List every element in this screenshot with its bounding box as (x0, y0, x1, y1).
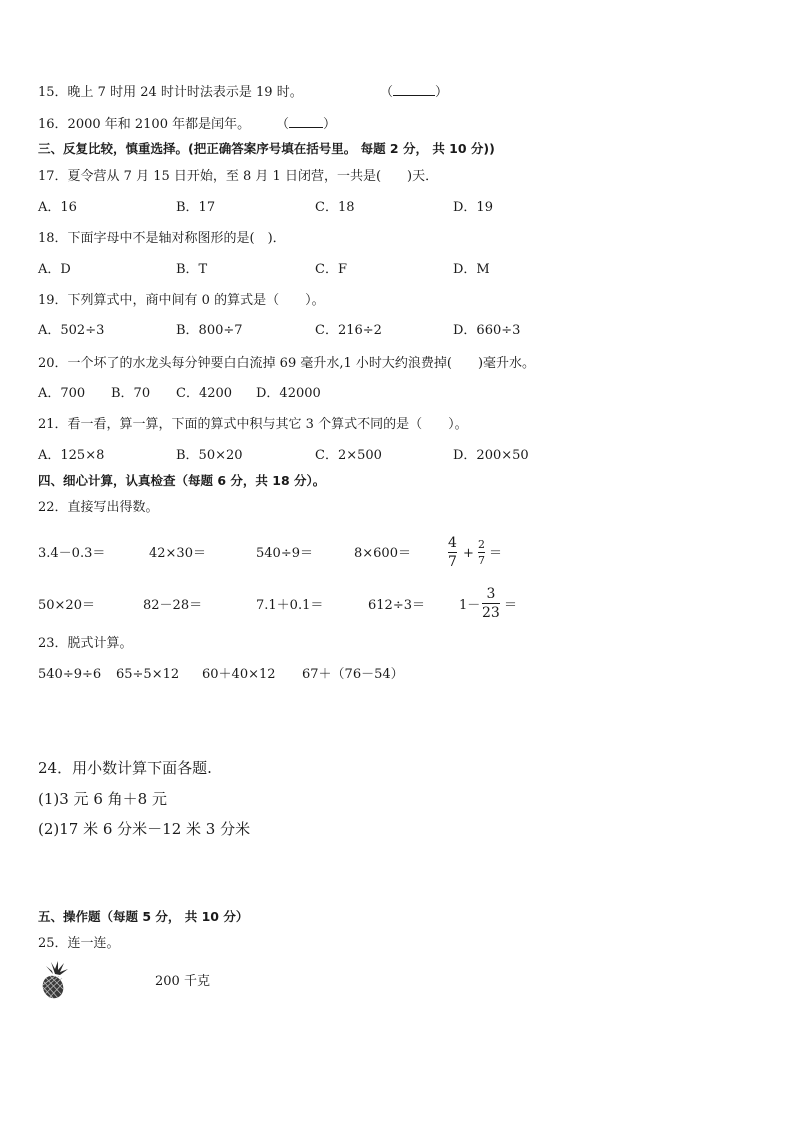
blank-line (393, 95, 435, 96)
calc-item: 540÷9÷6 (38, 667, 102, 682)
q24-item-1: (1)3 元 6 角＋8 元 (38, 790, 167, 808)
calc-item: 42×30＝ (149, 546, 206, 561)
q17-option-b[interactable]: B．17 (176, 200, 216, 215)
q19-option-d[interactable]: D．660÷3 (453, 323, 521, 338)
q17-option-a[interactable]: A．16 (38, 200, 77, 215)
question-22-text: 22．直接写出得数。 (38, 500, 159, 515)
question-15 (38, 86, 303, 99)
fraction-bar (448, 552, 457, 553)
question-19-text: 19．下列算式中，商中间有 0 的算式是（ ）。 (38, 293, 325, 308)
blank-line (289, 127, 323, 128)
q20-option-d[interactable]: D．42000 (256, 386, 321, 401)
weight-label[interactable]: 200 千克 (155, 974, 210, 989)
q18-option-a[interactable]: A．D (38, 262, 71, 277)
equals-sign: ＝ (489, 546, 503, 561)
q21-option-b[interactable]: B．50×20 (176, 448, 243, 463)
q18-option-d[interactable]: D．M (453, 262, 490, 277)
denominator: 23 (482, 605, 500, 621)
q24-item-2: (2)17 米 6 分米－12 米 3 分米 (38, 820, 251, 838)
question-24-text: 24．用小数计算下面各题. (38, 759, 212, 777)
calc-item: 8×600＝ (354, 546, 411, 561)
question-20-text: 20．一个坏了的水龙头每分钟要白白流掉 69 毫升水,1 小时大约浪费掉( )毫升水。 (38, 356, 536, 371)
numerator: 2 (478, 538, 485, 551)
q20-option-b[interactable]: B．70 (111, 386, 151, 401)
calc-item: 50×20＝ (38, 598, 95, 613)
denominator: 7 (478, 554, 485, 567)
calc-item: 540÷9＝ (256, 546, 313, 561)
question-15-text: 15．晚上 7 时用 24 时计时法表示是 19 时。 (38, 85, 303, 100)
section-5-title: 五、操作题（每题 5 分， 共 10 分） (38, 909, 249, 924)
q19-option-a[interactable]: A．502÷3 (38, 323, 105, 338)
q21-option-a[interactable]: A．125×8 (38, 448, 105, 463)
question-16-text: 16．2000 年和 2100 年都是闰年。 (38, 117, 251, 132)
question-16 (38, 118, 250, 131)
fraction (448, 536, 457, 569)
numerator: 4 (448, 535, 457, 551)
section-4-title: 四、细心计算，认真检查（每题 6 分，共 18 分）。 (38, 473, 326, 488)
q19-option-b[interactable]: B．800÷7 (176, 323, 243, 338)
calc-item: 7.1＋0.1＝ (256, 598, 324, 613)
q20-option-a[interactable]: A．700 (38, 386, 86, 401)
fraction-bar (482, 603, 500, 604)
equals-sign: ＝ (504, 598, 518, 613)
section-3-title: 三、反复比较，慎重选择。(把正确答案序号填在括号里。 每题 2 分， 共 10 分)) (38, 141, 495, 156)
q17-option-c[interactable]: C．18 (315, 200, 355, 215)
q21-option-d[interactable]: D．200×50 (453, 448, 529, 463)
q18-option-c[interactable]: C．F (315, 262, 347, 277)
calc-item: 60＋40×12 (202, 667, 276, 682)
q20-option-c[interactable]: C．4200 (176, 386, 233, 401)
q21-option-c[interactable]: C．2×500 (315, 448, 382, 463)
q17-option-d[interactable]: D．19 (453, 200, 493, 215)
whole-minus: 1－ (459, 598, 481, 613)
numerator: 3 (486, 586, 496, 602)
q18-option-b[interactable]: B．T (176, 262, 208, 277)
fraction (478, 539, 485, 566)
denominator: 7 (448, 554, 457, 570)
question-18-text: 18．下面字母中不是轴对称图形的是( )． (38, 231, 286, 246)
calc-item: 3.4－0.3＝ (38, 546, 106, 561)
question-21-text: 21．看一看，算一算，下面的算式中积与其它 3 个算式不同的是（ ）。 (38, 417, 468, 432)
calc-item: 65÷5×12 (116, 667, 180, 682)
calc-item: 82－28＝ (143, 598, 203, 613)
calc-item: 67＋（76－54） (302, 667, 404, 682)
question-17-text: 17．夏令营从 7 月 15 日开始，至 8 月 1 日闭营，一共是( )天． (38, 169, 439, 184)
question-25-text: 25．连一连。 (38, 936, 120, 951)
question-23-text: 23．脱式计算。 (38, 636, 133, 651)
pineapple-icon[interactable] (38, 960, 72, 1000)
fraction (482, 587, 500, 620)
plus-sign: + (463, 546, 474, 561)
answer-blank-16[interactable]: （ ） (276, 117, 337, 132)
answer-blank-15[interactable]: （ ） (380, 85, 449, 100)
calc-item: 612÷3＝ (368, 598, 425, 613)
q19-option-c[interactable]: C．216÷2 (315, 323, 382, 338)
fraction-bar (478, 552, 485, 553)
